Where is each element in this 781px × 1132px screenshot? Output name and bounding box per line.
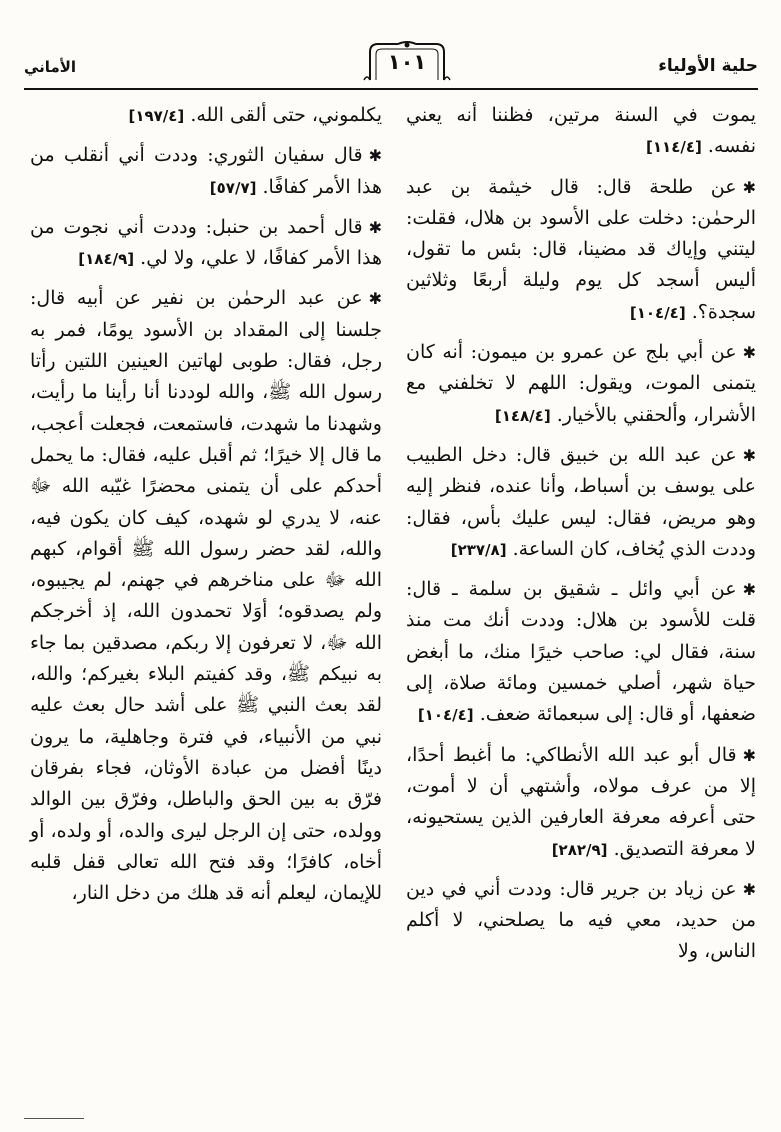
right-column: [406, 100, 756, 976]
citation-ref: [٢٨٢/٩]: [551, 840, 608, 859]
book-title: حلية الأولياء: [658, 56, 758, 76]
asterisk-icon: ✱: [742, 745, 756, 765]
section-title: الأماني: [24, 58, 77, 76]
paragraph-text: عن أبي بلج عن عمرو بن ميمون: أنه كان يتمنى الموت، ويقول: اللهم لا تخلفني مع الأشرار، وألحقني بالأخيار.: [406, 341, 756, 426]
page-number-frame: [362, 40, 452, 82]
paragraph-text: قال أبو عبد الله الأنطاكي: ما أغبط أحدًا، إلا من عرف مولاه، وأشتهي أن لا أموت، حتى أعرفه معرفة العارفين الذين يستحيونه، لا معرفة التصديق.: [406, 743, 756, 860]
left-column: [30, 100, 382, 917]
paragraph: [406, 172, 756, 329]
paragraph: [406, 100, 756, 164]
page-header: [24, 36, 758, 88]
header-divider: [24, 88, 758, 90]
citation-ref: [١٠٤/٤]: [417, 706, 474, 725]
paragraph: [406, 740, 756, 866]
asterisk-icon: ✱: [742, 445, 756, 465]
paragraph: [30, 283, 382, 909]
paragraph: [406, 440, 756, 566]
paragraph: [30, 212, 382, 276]
citation-ref: [١١٤/٤]: [646, 138, 702, 157]
asterisk-icon: ✱: [368, 217, 382, 237]
paragraph-text: قال سفيان الثوري: وددت أني أنقلب من هذا الأمر كفافًا.: [30, 144, 382, 198]
paragraph-text: قال أحمد بن حنبل: وددت أني نجوت من هذا الأمر كفافًا، لا علي، ولا لي.: [30, 215, 382, 270]
paragraph: [30, 140, 382, 204]
paragraph-text: عن عبد الرحمٰن بن نفير عن أبيه قال: جلسنا إلى المقداد بن الأسود يومًا، فمر به رجل، فقال: طوبى لهاتين العينين اللتين رأتا رسول الله ﷺ، والله لوددنا أنا رأينا ما رأيت، وشهدنا ما شهدت، فاستمعت، فجعلت أعجب، ما قال إلا خيرًا؛ ثم أقبل عليه، فقال: ما يحمل أحدكم على أن يتمنى محضرًا غيّبه الله ﷻ عنه، لا يدري لو شهده، كيف كان يكون فيه، والله، لقد حضر رسول الله ﷺ أقوام، كبهم الله ﷻ على مناخرهم في جهنم، لم يجيبوه، ولم يصدقوه؛ أوَلا تحمدون الله، إذ أخرجكم الله ﷻ، لا تعرفون إلا ربكم، مصدقين بما جاء به نبيكم ﷺ، وقد كفيتم البلاء بغيركم؛ والله، لقد بعث النبي ﷺ على أشد حال بعث عليه نبي من الأنبياء، في فترة وجاهلية، ما يرون دينًا أفضل من عبادة الأوثان، فجاء بفرقان فرّق به بين الحق والباطل، وفرّق بين الوالد وولده، حتى إن الرجل ليرى والده، أو ولده، أو أخاه، كافرًا؛ وقد فتح الله تعالى قفل قلبه للإيمان، ليعلم أنه قد هلك من دخل النار،: [30, 287, 382, 905]
citation-ref: [١٨٤/٩]: [78, 250, 135, 269]
asterisk-icon: ✱: [742, 879, 756, 899]
citation-ref: [٢٣٧/٨]: [450, 540, 507, 559]
asterisk-icon: ✱: [368, 146, 382, 166]
citation-ref: [١٤٨/٤]: [494, 406, 551, 425]
asterisk-icon: ✱: [368, 289, 382, 309]
page-number: ١٠١: [387, 50, 427, 74]
paragraph-text: عن زياد بن جرير قال: وددت أني في دين من حديد، معي فيه ما يصلحني، لا أكلم الناس، ولا: [406, 877, 756, 963]
paragraph-text: عن أبي وائل ـ شقيق بن سلمة ـ قال: قلت للأسود بن هلال: وددت أنك مت منذ سنة، فقال لي: صاحب خيرًا منك، ما أبغض حياة شهر، أصلي خمسين ومائة صلاة، إلى ضعفها، أو قال: إلى سبعمائة ضعف.: [406, 578, 756, 726]
paragraph: [406, 874, 756, 968]
paragraph-text: يكلموني، حتى ألقى الله.: [190, 104, 382, 126]
asterisk-icon: ✱: [742, 177, 756, 197]
asterisk-icon: ✱: [742, 580, 756, 600]
paragraph: [406, 574, 756, 731]
citation-ref: [١٩٧/٤]: [128, 107, 185, 125]
footer-divider: [24, 1118, 84, 1119]
paragraph-text: عن طلحة قال: قال خيثمة بن عبد الرحمٰن: دخلت على الأسود بن هلال، فقلت: ليتني وإياك قد مضينا، قال: بئس ما تقول، أليس أسجد كل يوم وليلة أربعًا وثلاثين سجدة؟.: [406, 175, 756, 323]
paragraph: [406, 337, 756, 432]
asterisk-icon: ✱: [742, 343, 756, 363]
paragraph: [30, 100, 382, 132]
citation-ref: [١٠٤/٤]: [629, 303, 686, 322]
paragraph-text: عن عبد الله بن خبيق قال: دخل الطبيب على يوسف بن أسباط، وأنا عنده، فنظر إليه وهو مريض، فقال: ليس عليك بأس، فقال: وددت الذي يُخاف، كان الساعة.: [406, 443, 756, 560]
paragraph-text: يموت في السنة مرتين، فظننا أنه يعني نفسه.: [406, 104, 756, 158]
citation-ref: [٥٧/٧]: [209, 178, 257, 197]
